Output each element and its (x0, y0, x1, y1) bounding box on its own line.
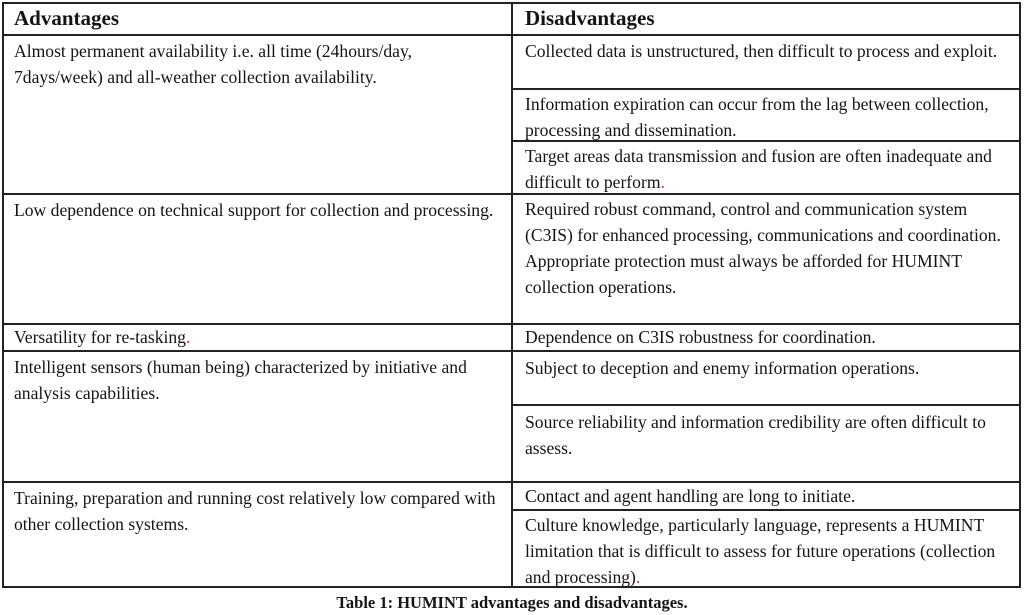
disadvantage-cell (513, 142, 1003, 193)
disadvantage-cell: Source reliability and information credibility are often difficult to assess. (525, 412, 986, 458)
advantage-cell: Low dependence on technical support for collection and processing. (14, 200, 494, 220)
disadvantage-cell: Collected data is unstructured, then difficult to process and exploit. (525, 41, 998, 61)
trailing-period: . (635, 567, 641, 587)
disadvantage-cell (513, 511, 1005, 588)
trailing-period: . (660, 172, 665, 192)
advantage-cell: Intelligent sensors (human being) characterized by initiative and analysis capabilities. (14, 357, 467, 403)
disadvantage-text: Culture knowledge, particularly language, represents a HUMINT limitation that is difficult to assess for future operations (collection and processing) (525, 515, 996, 587)
disadvantage-cell (513, 195, 1018, 323)
header-advantages: Advantages (14, 6, 120, 30)
advantage-cell: Training, preparation and running cost relatively low compared with other collection systems. (14, 488, 496, 534)
disadvantage-cell: Contact and agent handling are long to initiate. (525, 486, 856, 506)
disadvantage-cell: Information expiration can occur from the lag between collection, processing and dissemination. (525, 94, 989, 140)
disadvantage-cell: Subject to deception and enemy information operations. (525, 358, 920, 378)
advantage-text: Versatility for re-tasking (14, 327, 186, 347)
trailing-period: . (185, 327, 191, 347)
table-caption: Table 1: HUMINT advantages and disadvantages. (336, 593, 688, 612)
disadvantage-cell: Dependence on C3IS robustness for coordination. (525, 327, 876, 347)
disadvantage-text: Required robust command, control and communication system (C3IS) for enhanced processing, communications and coordination. (525, 199, 1001, 245)
header-disadvantages: Disadvantages (525, 6, 655, 30)
advantage-cell (2, 324, 502, 350)
disadvantage-text: Appropriate protection must always be afforded for HUMINT collection operations. (525, 251, 962, 297)
disadvantage-text: Target areas data transmission and fusion are often inadequate and difficult to perform (525, 146, 992, 192)
advantage-cell: Almost permanent availability i.e. all time (24hours/day, 7days/week) and all-weather collection availability. (14, 41, 413, 87)
